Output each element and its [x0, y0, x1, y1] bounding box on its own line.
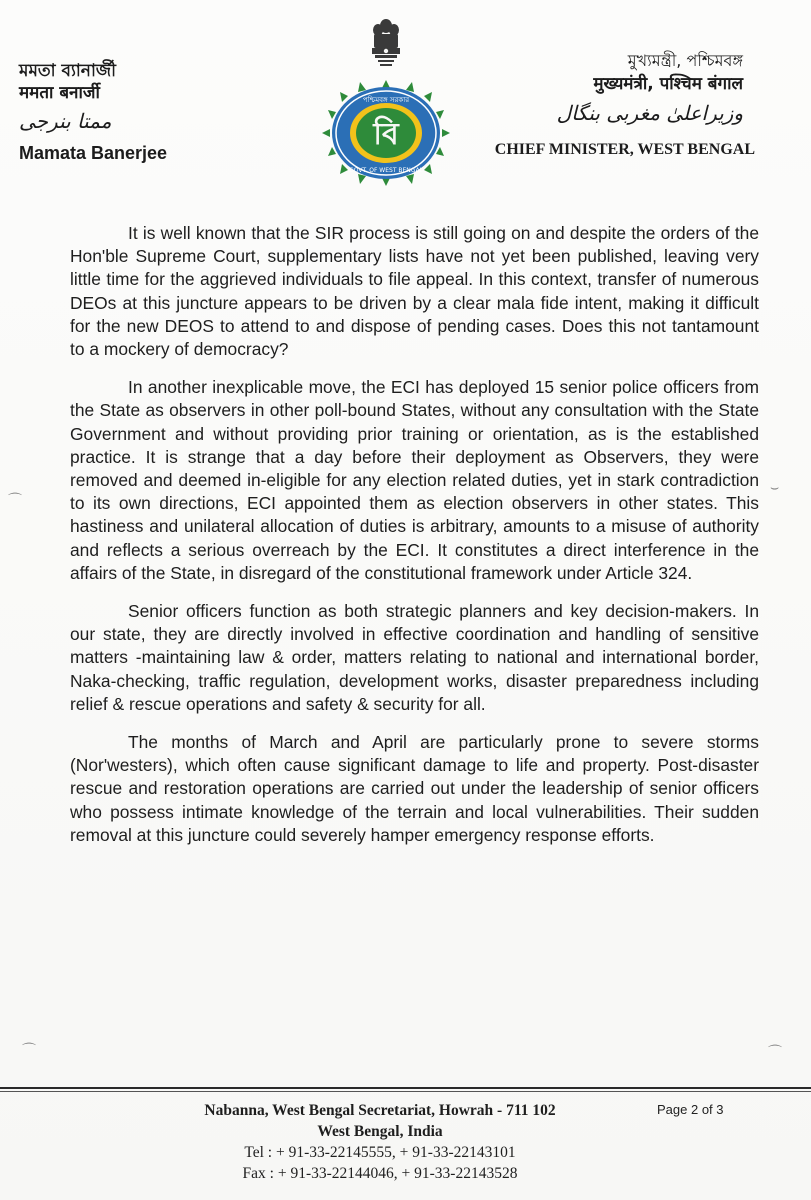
- address-line-1: Nabanna, West Bengal Secretariat, Howrah - 711 102: [204, 1102, 556, 1119]
- national-emblem-icon: [366, 12, 406, 72]
- body-paragraph-3: Senior officers function as both strategic planners and key decision-makers. In our state, they are directly involved in effective coordination and handling of sensitive matters -maintaining law & order, matters relating to national and international border, Naka-checking, traffic regulation, development works, disaster preparedness including relief & rescue operations and safety & security for all.: [70, 601, 759, 714]
- name-hindi: ममता बनार्जी: [19, 83, 100, 103]
- west-bengal-seal-icon: [316, 78, 456, 188]
- scan-mark: ⌒: [768, 1045, 782, 1061]
- footer-address: [150, 1100, 610, 1184]
- body-paragraph-1: It is well known that the SIR process is still going on and despite the orders of the Hon'ble Supreme Court, supplementary lists have not yet been published, leaving very little time for the aggrieved individuals to file appeal. In this context, transfer of numerous DEOs at this juncture appears to be driven by a clear mala fide intent, making it difficult for the new DEOS to attend to and dispose of pending cases. Does this not tantamount to a mockery of democracy?: [70, 223, 759, 360]
- seal-text-top: পশ্চিমবঙ্গ সরকার: [362, 96, 410, 104]
- name-english: Mamata Banerjee: [19, 143, 168, 163]
- page-number: Page 2 of 3: [657, 1102, 724, 1117]
- header-left-name-block: [19, 60, 219, 166]
- title-bengali: মুখ্যমন্ত্রী, পশ্চিমবঙ্গ: [627, 51, 743, 70]
- footer-divider: [0, 1087, 811, 1089]
- seal-letter: বি: [373, 117, 399, 152]
- scan-mark: ⌒: [22, 1043, 36, 1059]
- title-hindi: मुख्यमंत्री, पश्चिम बंगाल: [593, 74, 743, 94]
- telephone-numbers: Tel : + 91-33-22145555, + 91-33-22143101: [244, 1144, 516, 1161]
- scan-mark: ⌣: [770, 480, 780, 496]
- scan-mark: ⌒: [8, 493, 22, 509]
- letter-body: [70, 222, 759, 862]
- name-urdu: ممتا بنرجی: [19, 109, 112, 133]
- footer-divider-thin: [0, 1091, 811, 1092]
- address-line-2: West Bengal, India: [317, 1123, 443, 1140]
- body-paragraph-2: In another inexplicable move, the ECI has deployed 15 senior police officers from the State as observers in other poll-bound States, without any consultation with the State Government and without providing prior training or orientation, as is the established practice. It is strange that a day before their deployment as Observers, they were removed and deemed in-eligible for any election related duties, yet in stark contradiction to its own directions, ECI appointed them as election observers in other states. This hastiness and unilateral allocation of duties is arbitrary, amounts to a misuse of authority and reflects a serious overreach by the ECI. It constitutes a direct interference in the affairs of the State, in disregard of the constitutional framework under Article 324.: [70, 377, 759, 583]
- title-english: CHIEF MINISTER, WEST BENGAL: [494, 141, 755, 158]
- body-paragraph-4: The months of March and April are particularly prone to severe storms (Nor'westers), which often cause significant damage to life and property. Post-disaster rescue and restoration operations are carried out under the leadership of senior officers who possess intimate knowledge of the terrain and local vulnerabilities. Their sudden removal at this juncture could severely hamper emergency response efforts.: [70, 732, 759, 845]
- header-right-title-block: [443, 50, 755, 162]
- name-bengali: মমতা ব্যানার্জী: [19, 61, 116, 81]
- fax-numbers: Fax : + 91-33-22144046, + 91-33-22143528: [242, 1165, 518, 1182]
- title-urdu: وزیراعلیٰ مغربی بنگال: [556, 101, 743, 125]
- seal-text-bottom: GOVT. OF WEST BENGAL: [349, 167, 423, 174]
